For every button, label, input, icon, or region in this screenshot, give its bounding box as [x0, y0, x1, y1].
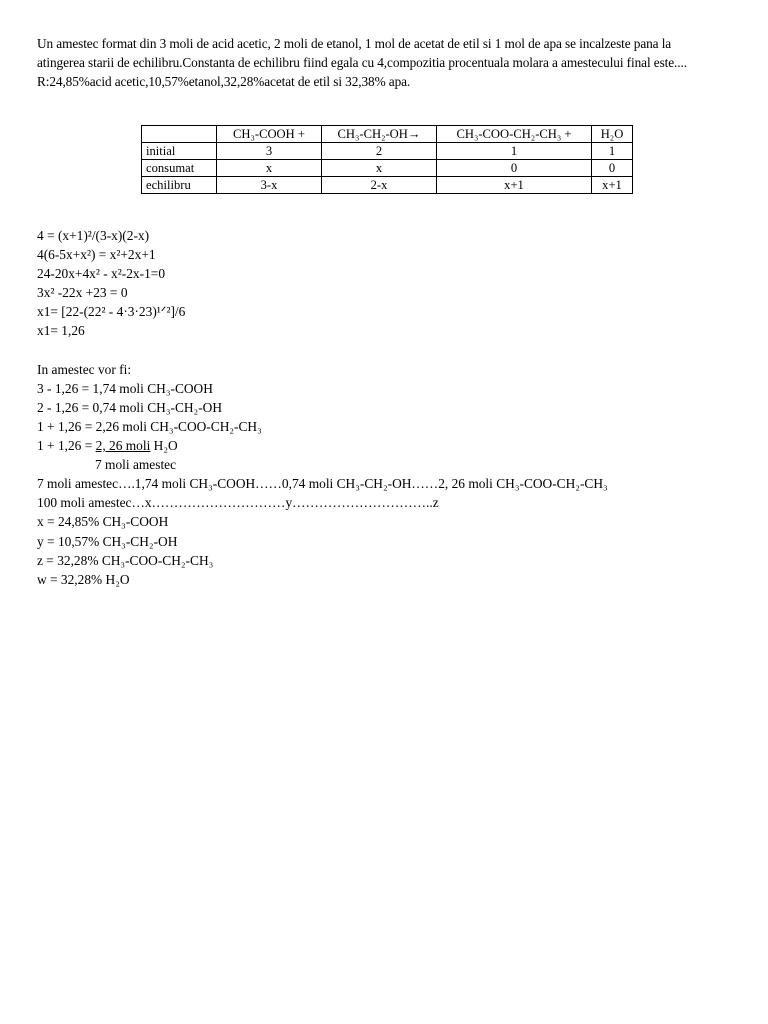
- table-header-row: [142, 126, 633, 143]
- row-label: echilibru: [142, 177, 217, 194]
- table-row: [142, 177, 633, 194]
- spacer: [37, 341, 608, 360]
- table-header-cell: CH₃-CH₂-OH→: [322, 126, 437, 143]
- equation-line: 24-20x+4x² - x²-2x-1=0: [37, 266, 166, 282]
- table-cell: x: [322, 160, 437, 177]
- equation-line: 4 = (x+1)²/(3-x)(2-x): [37, 228, 150, 243]
- mixture-prefix: 1 + 1,26 =: [37, 438, 96, 454]
- table-cell: 0: [592, 160, 633, 177]
- row-label: consumat: [142, 160, 217, 177]
- table-cell: 0: [437, 160, 592, 177]
- mixture-line: 2 - 1,26 = 0,74 moli CH₃-CH₂-OH: [37, 399, 223, 415]
- table-cell: x: [217, 160, 322, 177]
- table-cell: 3-x: [217, 177, 322, 194]
- problem-block: [37, 34, 717, 91]
- table-cell: 1: [592, 143, 633, 160]
- table-header-cell: CH₃-COOH +: [217, 126, 322, 143]
- table-row: [142, 143, 633, 160]
- table-row: [142, 160, 633, 177]
- result-line: x = 24,85% CH₃-COOH: [37, 514, 169, 530]
- table-header-cell: [142, 126, 217, 143]
- mixture-line: 1 + 1,26 = 2,26 moli CH₃-COO-CH₂-CH₃: [37, 418, 262, 434]
- table-cell: 1: [437, 143, 592, 160]
- mixture-heading: In amestec vor fi:: [37, 361, 132, 377]
- row-label: initial: [142, 143, 217, 160]
- table-cell: x+1: [437, 177, 592, 194]
- mixture-line: 3 - 1,26 = 1,74 moli CH₃-COOH: [37, 380, 213, 396]
- solution-work: [37, 226, 608, 589]
- equation-line: x1= 1,26: [37, 323, 85, 339]
- proportion-line: 7 moli amestec….1,74 moli CH₃-COOH……0,74 moli CH₃-CH₂-OH……2, 26 moli CH₃-COO-CH₂-CH₃: [37, 476, 608, 492]
- mixture-line: [37, 436, 608, 455]
- table-cell: x+1: [592, 177, 633, 194]
- equation-line: x1= [22-(22² - 4·3·23)¹ᐟ²]/6: [37, 304, 186, 320]
- result-line: w = 32,28% H₂O: [37, 571, 130, 587]
- problem-answer: R:24,85%acid acetic,10,57%etanol,32,28%acetat de etil si 32,38% apa.: [37, 74, 411, 89]
- table-cell: 3: [217, 143, 322, 160]
- equation-line: 3x² -22x +23 = 0: [37, 285, 128, 301]
- mixture-suffix: H₂O: [150, 438, 178, 454]
- result-line: z = 32,28% CH₃-COO-CH₂-CH₃: [37, 552, 214, 568]
- result-line: y = 10,57% CH₃-CH₂-OH: [37, 533, 178, 549]
- proportion-line: 100 moli amestec…x…………………………y…………………………..z: [37, 495, 439, 511]
- problem-statement: Un amestec format din 3 moli de acid acetic, 2 moli de etanol, 1 mol de acetat de etil si 1 mol de apa se incalzeste pana la atingerea starii de echilibru.Constanta de echilibru fiind egala cu 4,compozitia procentuala molara a amestecului final este....: [37, 36, 687, 70]
- mixture-underlined-value: 2, 26 moli: [95, 438, 151, 454]
- table-cell: 2-x: [322, 177, 437, 194]
- table-header-cell: H₂O: [592, 126, 633, 143]
- total-moles-line: 7 moli amestec: [95, 457, 177, 473]
- equation-line: 4(6-5x+x²) = x²+2x+1: [37, 247, 156, 263]
- equilibrium-table: [141, 125, 633, 194]
- table-cell: 2: [322, 143, 437, 160]
- table-header-cell: CH₃-COO-CH₂-CH₃ +: [437, 126, 592, 143]
